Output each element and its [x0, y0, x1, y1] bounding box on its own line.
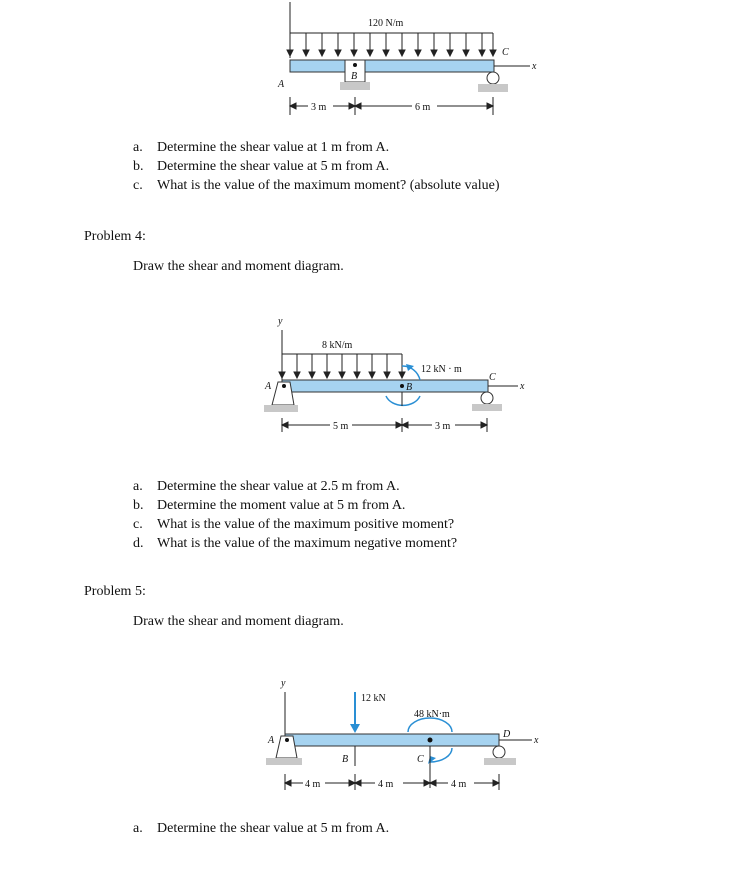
y-axis-label: y — [278, 316, 283, 327]
question-text: What is the value of the maximum moment? (absolute value) — [157, 178, 500, 193]
point-c-label: C — [502, 47, 509, 58]
question-letter: a. — [133, 821, 143, 836]
roller-support-d — [484, 746, 516, 765]
problem5-title: Problem 5: — [84, 584, 146, 599]
dim-right-label: 6 m — [415, 102, 431, 113]
point-a-label: A — [278, 79, 285, 90]
point-b-label: B — [342, 754, 349, 765]
question-letter: a. — [133, 140, 143, 155]
roller-support-c — [472, 392, 502, 411]
dim-right-label: 3 m — [435, 421, 451, 432]
beam — [290, 60, 494, 72]
question-text: What is the value of the maximum positive moment? — [157, 517, 455, 532]
moment-label: 12 kN · m — [421, 364, 462, 375]
question-letter: b. — [133, 498, 144, 513]
question-letter: d. — [133, 536, 144, 551]
point-c-label: C — [489, 372, 496, 383]
point-b-dot — [400, 384, 404, 388]
roller-support-c — [478, 72, 508, 92]
dim-3-label: 4 m — [451, 779, 467, 790]
beam — [282, 380, 488, 392]
question-item — [133, 535, 457, 553]
question-text: Determine the shear value at 5 m from A. — [157, 821, 390, 836]
x-axis-label: x — [534, 735, 539, 746]
problem5-instruction: Draw the shear and moment diagram. — [133, 614, 344, 629]
question-letter: a. — [133, 479, 143, 494]
x-axis-label: x — [532, 61, 537, 72]
beam-figure-1 — [0, 0, 731, 130]
point-d-label: D — [503, 729, 511, 740]
point-a-label: A — [268, 735, 275, 746]
question-item — [133, 177, 500, 195]
question-text: What is the value of the maximum negative moment? — [157, 536, 458, 551]
question-text: Determine the shear value at 1 m from A. — [157, 140, 390, 155]
question-item — [133, 158, 389, 176]
point-c-dot — [428, 738, 433, 743]
beam-figure-3 — [0, 670, 731, 810]
point-a-label: A — [265, 381, 272, 392]
problem4-instruction: Draw the shear and moment diagram. — [133, 259, 344, 274]
point-b-label: B — [351, 71, 358, 82]
dim-left-label: 5 m — [333, 421, 349, 432]
distributed-load-arrows — [279, 354, 405, 378]
question-item — [133, 820, 389, 838]
question-item — [133, 139, 389, 157]
question-item — [133, 478, 400, 496]
question-item — [133, 516, 454, 534]
beam — [285, 734, 499, 746]
point-b-label: B — [406, 382, 413, 393]
moment-arrowhead — [428, 756, 436, 764]
dim-2-label: 4 m — [378, 779, 394, 790]
question-text: Determine the moment value at 5 m from A. — [157, 498, 406, 513]
dimension-line — [282, 418, 487, 432]
dim-left-label: 3 m — [311, 102, 327, 113]
point-c-label: C — [417, 754, 424, 765]
load-label: 120 N/m — [368, 18, 404, 29]
question-letter: c. — [133, 178, 143, 193]
x-axis-label: x — [520, 381, 525, 392]
distributed-load-arrows — [287, 33, 496, 56]
force-arrowhead — [350, 724, 360, 733]
load-label: 8 kN/m — [322, 340, 353, 351]
question-letter: b. — [133, 159, 144, 174]
force-label: 12 kN — [361, 693, 386, 704]
problem4-title: Problem 4: — [84, 229, 146, 244]
y-axis-label: y — [281, 678, 286, 689]
question-text: Determine the shear value at 5 m from A. — [157, 159, 390, 174]
question-item — [133, 497, 405, 515]
question-text: Determine the shear value at 2.5 m from A. — [157, 479, 400, 494]
moment-label: 48 kN·m — [414, 709, 450, 720]
dim-1-label: 4 m — [305, 779, 321, 790]
beam-figure-2 — [0, 308, 731, 438]
question-letter: c. — [133, 517, 143, 532]
